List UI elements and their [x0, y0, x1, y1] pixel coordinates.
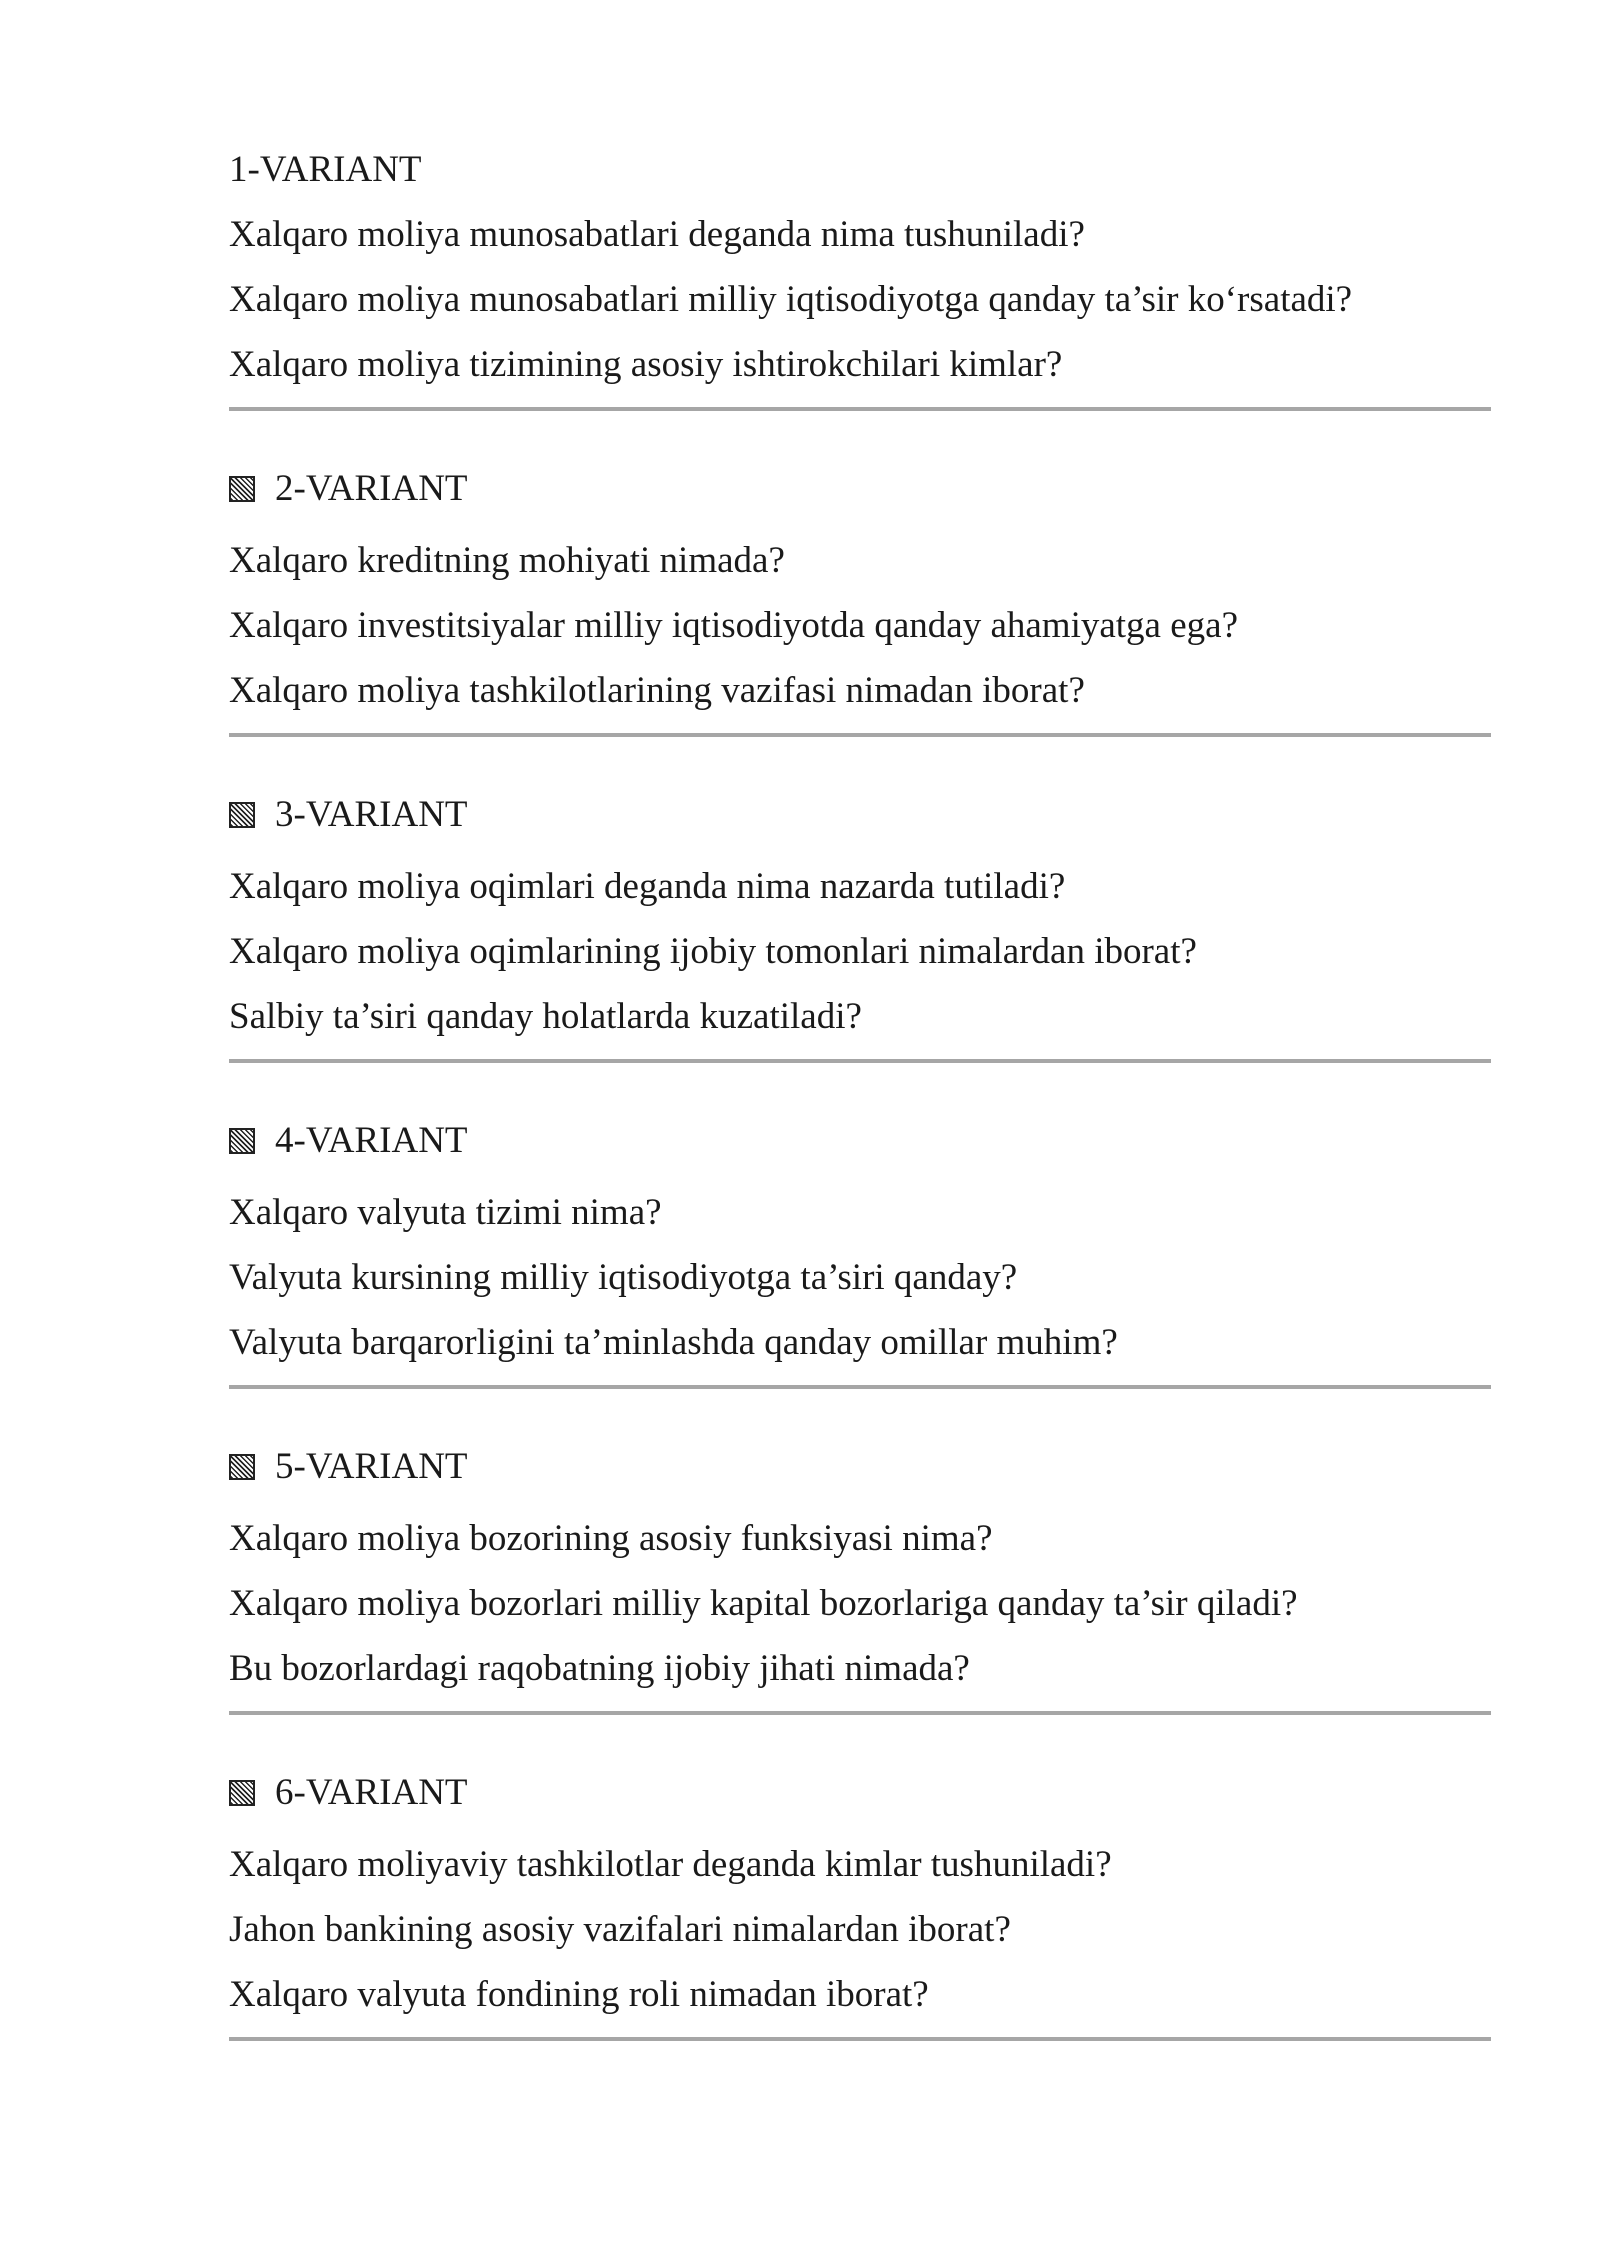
question-1: Xalqaro moliya munosabatlari deganda nima tushuniladi?	[229, 214, 1085, 255]
variant-2	[229, 467, 1491, 737]
question-2: Jahon bankining asosiy vazifalari nimalardan iborat?	[229, 1909, 1011, 1950]
question-1: Xalqaro moliya bozorining asosiy funksiyasi nima?	[229, 1518, 993, 1559]
question-2: Xalqaro moliya bozorlari milliy kapital bozorlariga qanday ta’sir qiladi?	[229, 1583, 1298, 1624]
question-1: Xalqaro valyuta tizimi nima?	[229, 1192, 662, 1233]
variant-heading	[229, 467, 1491, 511]
variant-heading	[229, 793, 1491, 837]
section-divider	[229, 1385, 1491, 1389]
hatched-square-icon	[229, 476, 255, 502]
hatched-square-icon	[229, 1128, 255, 1154]
section-divider	[229, 1711, 1491, 1715]
question-2: Xalqaro moliya oqimlarining ijobiy tomonlari nimalardan iborat?	[229, 931, 1197, 972]
question-2: Xalqaro investitsiyalar milliy iqtisodiyotda qanday ahamiyatga ega?	[229, 605, 1238, 646]
question-1: Xalqaro kreditning mohiyati nimada?	[229, 540, 785, 581]
variant-6	[229, 1771, 1491, 2041]
question-1: Xalqaro moliyaviy tashkilotlar deganda kimlar tushuniladi?	[229, 1844, 1112, 1885]
variant-title: 4-VARIANT	[275, 1120, 468, 1161]
question-3: Xalqaro moliya tashkilotlarining vazifasi nimadan iborat?	[229, 670, 1085, 711]
section-divider	[229, 407, 1491, 411]
variant-title: 1-VARIANT	[229, 149, 422, 190]
question-3: Salbiy ta’siri qanday holatlarda kuzatiladi?	[229, 996, 862, 1037]
hatched-square-icon	[229, 1780, 255, 1806]
variant-heading	[229, 1119, 1491, 1163]
variant-heading	[229, 1771, 1491, 1815]
variant-heading	[229, 1445, 1491, 1489]
variant-3	[229, 793, 1491, 1063]
variant-title: 2-VARIANT	[275, 468, 468, 509]
section-divider	[229, 733, 1491, 737]
variant-1	[229, 148, 1491, 411]
document-content	[229, 148, 1491, 2041]
variant-title: 5-VARIANT	[275, 1446, 468, 1487]
section-divider	[229, 2037, 1491, 2041]
hatched-square-icon	[229, 802, 255, 828]
variant-4	[229, 1119, 1491, 1389]
section-divider	[229, 1059, 1491, 1063]
question-1: Xalqaro moliya oqimlari deganda nima nazarda tutiladi?	[229, 866, 1066, 907]
hatched-square-icon	[229, 1454, 255, 1480]
question-3: Xalqaro moliya tizimining asosiy ishtirokchilari kimlar?	[229, 344, 1063, 385]
question-3: Bu bozorlardagi raqobatning ijobiy jihati nimada?	[229, 1648, 970, 1689]
variant-title: 6-VARIANT	[275, 1772, 468, 1813]
variant-title: 3-VARIANT	[275, 794, 468, 835]
question-3: Valyuta barqarorligini ta’minlashda qanday omillar muhim?	[229, 1322, 1118, 1363]
question-2: Valyuta kursining milliy iqtisodiyotga ta’siri qanday?	[229, 1257, 1018, 1298]
question-2: Xalqaro moliya munosabatlari milliy iqtisodiyotga qanday ta’sir ko‘rsatadi?	[229, 279, 1353, 320]
question-3: Xalqaro valyuta fondining roli nimadan iborat?	[229, 1974, 929, 2015]
variant-5	[229, 1445, 1491, 1715]
